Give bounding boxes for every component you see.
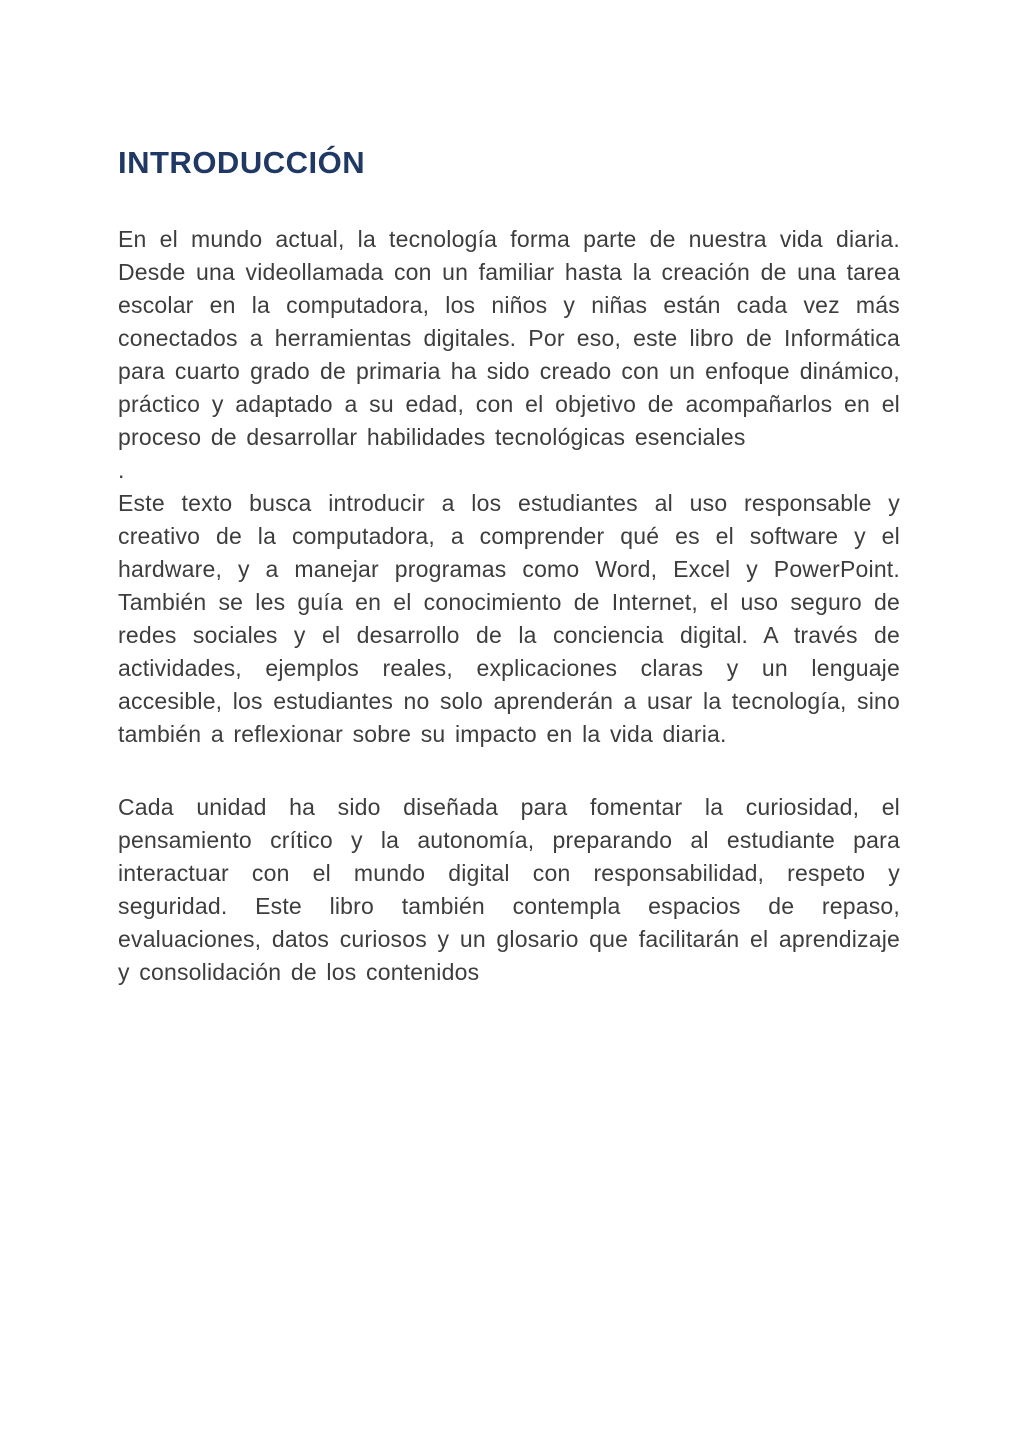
stray-period-line: . [118, 457, 125, 483]
page-title: INTRODUCCIÓN [118, 145, 366, 180]
intro-paragraph-1: En el mundo actual, la tecnología forma parte de nuestra vida diaria. Desde una videollamada con un familiar hasta la creación de una tarea escolar en la computadora, los niños y niñas están cada vez más conectados a herramientas digitales. Por eso, este libro de Informática para cuarto grado de primaria ha sido creado con un enfoque dinámico, práctico y adaptado a su edad, con el objetivo de acompañarlos en el proceso de desarrollar habilidades tecnológicas esenciales [118, 226, 900, 450]
document-body [118, 223, 900, 989]
intro-paragraph-3: Cada unidad ha sido diseñada para fomentar la curiosidad, el pensamiento crítico y la autonomía, preparando al estudiante para interactuar con el mundo digital con responsabilidad, respeto y seguridad. Este libro también contempla espacios de repaso, evaluaciones, datos curiosos y un glosario que facilitarán el aprendizaje y consolidación de los contenidos [118, 794, 900, 985]
intro-paragraph-2: Este texto busca introducir a los estudiantes al uso responsable y creativo de la computadora, a comprender qué es el software y el hardware, y a manejar programas como Word, Excel y PowerPoint. También se les guía en el conocimiento de Internet, el uso seguro de redes sociales y el desarrollo de la conciencia digital. A través de actividades, ejemplos reales, explicaciones claras y un lenguaje accesible, los estudiantes no solo aprenderán a usar la tecnología, sino también a reflexionar sobre su impacto en la vida diaria. [118, 490, 900, 747]
